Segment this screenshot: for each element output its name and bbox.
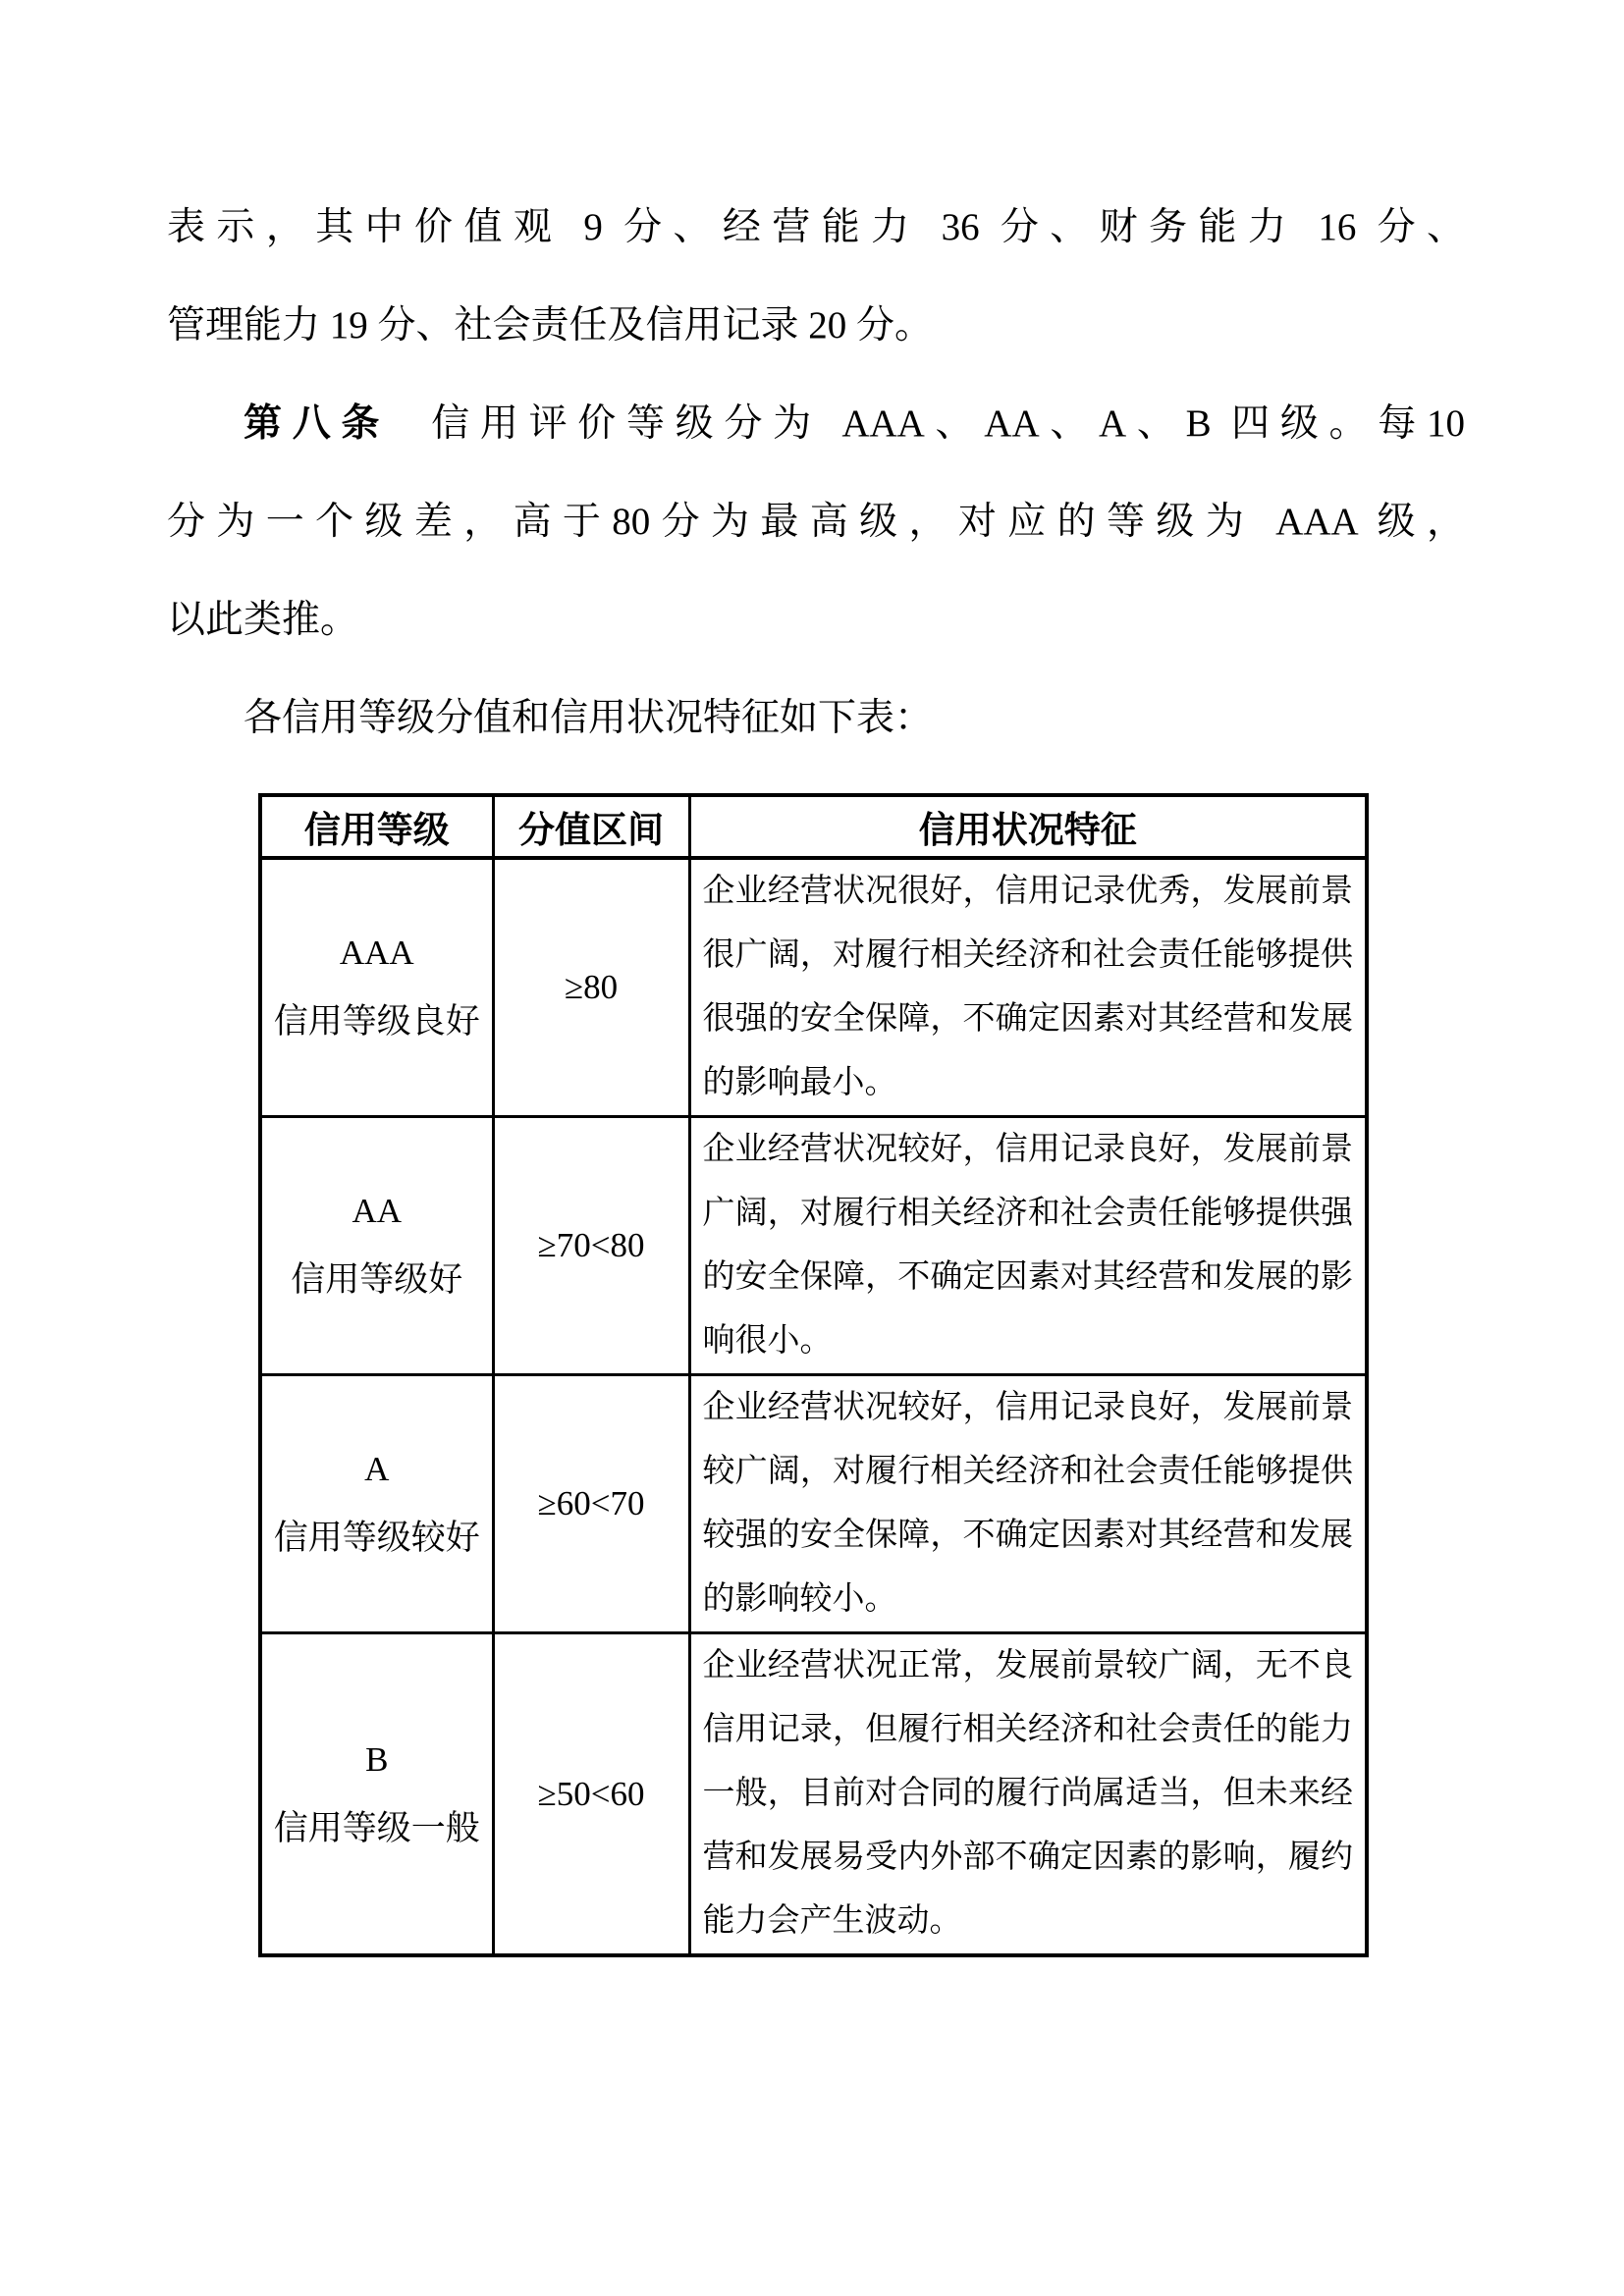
score-range-cell: ≥60<70 [493,1375,689,1633]
grade-description: 信用等级一般 [273,1808,480,1847]
table-row-a [260,1375,1367,1633]
paragraph-table-intro [167,669,1465,768]
text-line: 管理能力 19 分、社会责任及信用记录 20 分。 [167,304,934,347]
col-header-credit-grade: 信用等级 [260,795,493,858]
text-line: 分为一个级差，高于80分为最高级，对应的等级为 AAA 级， [167,501,1465,543]
grade-cell [260,1117,493,1375]
score-range-cell: ≥50<60 [493,1633,689,1956]
table-header-row [260,795,1367,858]
table-row-aa [260,1117,1367,1375]
grade-cell [260,858,493,1117]
credit-features-cell: 企业经营状况很好，信用记录优秀，发展前景很广阔，对履行相关经济和社会责任能够提供很强的安全保障，不确定因素对其经营和发展的影响最小。 [689,858,1367,1117]
table-row-aaa [260,858,1367,1117]
credit-features-cell: 企业经营状况正常，发展前景较广阔，无不良信用记录，但履行相关经济和社会责任的能力一般，目前对合同的履行尚属适当，但未来经营和发展易受内外部不确定因素的影响，履约能力会产生波动。 [689,1633,1367,1956]
page-content [167,179,1465,1957]
paragraph-score-breakdown [167,179,1465,375]
article-number-label: 第八条 [244,402,391,445]
grade-description: 信用等级好 [291,1260,463,1299]
grade-cell [260,1375,493,1633]
grade-letters: A [364,1450,390,1488]
text-line: 表示，其中价值观 9 分、经营能力 36 分、财务能力 16 分、 [167,206,1465,248]
credit-rating-table [258,793,1369,1957]
text-line: 以此类推。 [167,599,359,641]
grade-description: 信用等级较好 [273,1519,480,1557]
text-line: 各信用等级分值和信用状况特征如下表： [244,697,934,739]
text-line [167,375,1465,473]
score-range-cell: ≥80 [493,858,689,1117]
grade-letters: AAA [339,934,414,972]
text-segment: 信用评价等级分为 AAA、AA、A、B 四级。每10 [431,402,1465,445]
credit-features-cell: 企业经营状况较好，信用记录良好，发展前景广阔，对履行相关经济和社会责任能够提供强的安全保障，不确定因素对其经营和发展的影响很小。 [689,1117,1367,1375]
score-range-cell: ≥70<80 [493,1117,689,1375]
paragraph-article-8 [167,375,1465,669]
table-row-b [260,1633,1367,1956]
col-header-score-range: 分值区间 [493,795,689,858]
grade-description: 信用等级良好 [273,1002,480,1041]
grade-cell [260,1633,493,1956]
grade-letters: B [365,1739,389,1779]
grade-letters: AA [352,1192,403,1230]
col-header-credit-features: 信用状况特征 [689,795,1367,858]
credit-features-cell: 企业经营状况较好，信用记录良好，发展前景较广阔，对履行相关经济和社会责任能够提供较强的安全保障，不确定因素对其经营和发展的影响较小。 [689,1375,1367,1633]
